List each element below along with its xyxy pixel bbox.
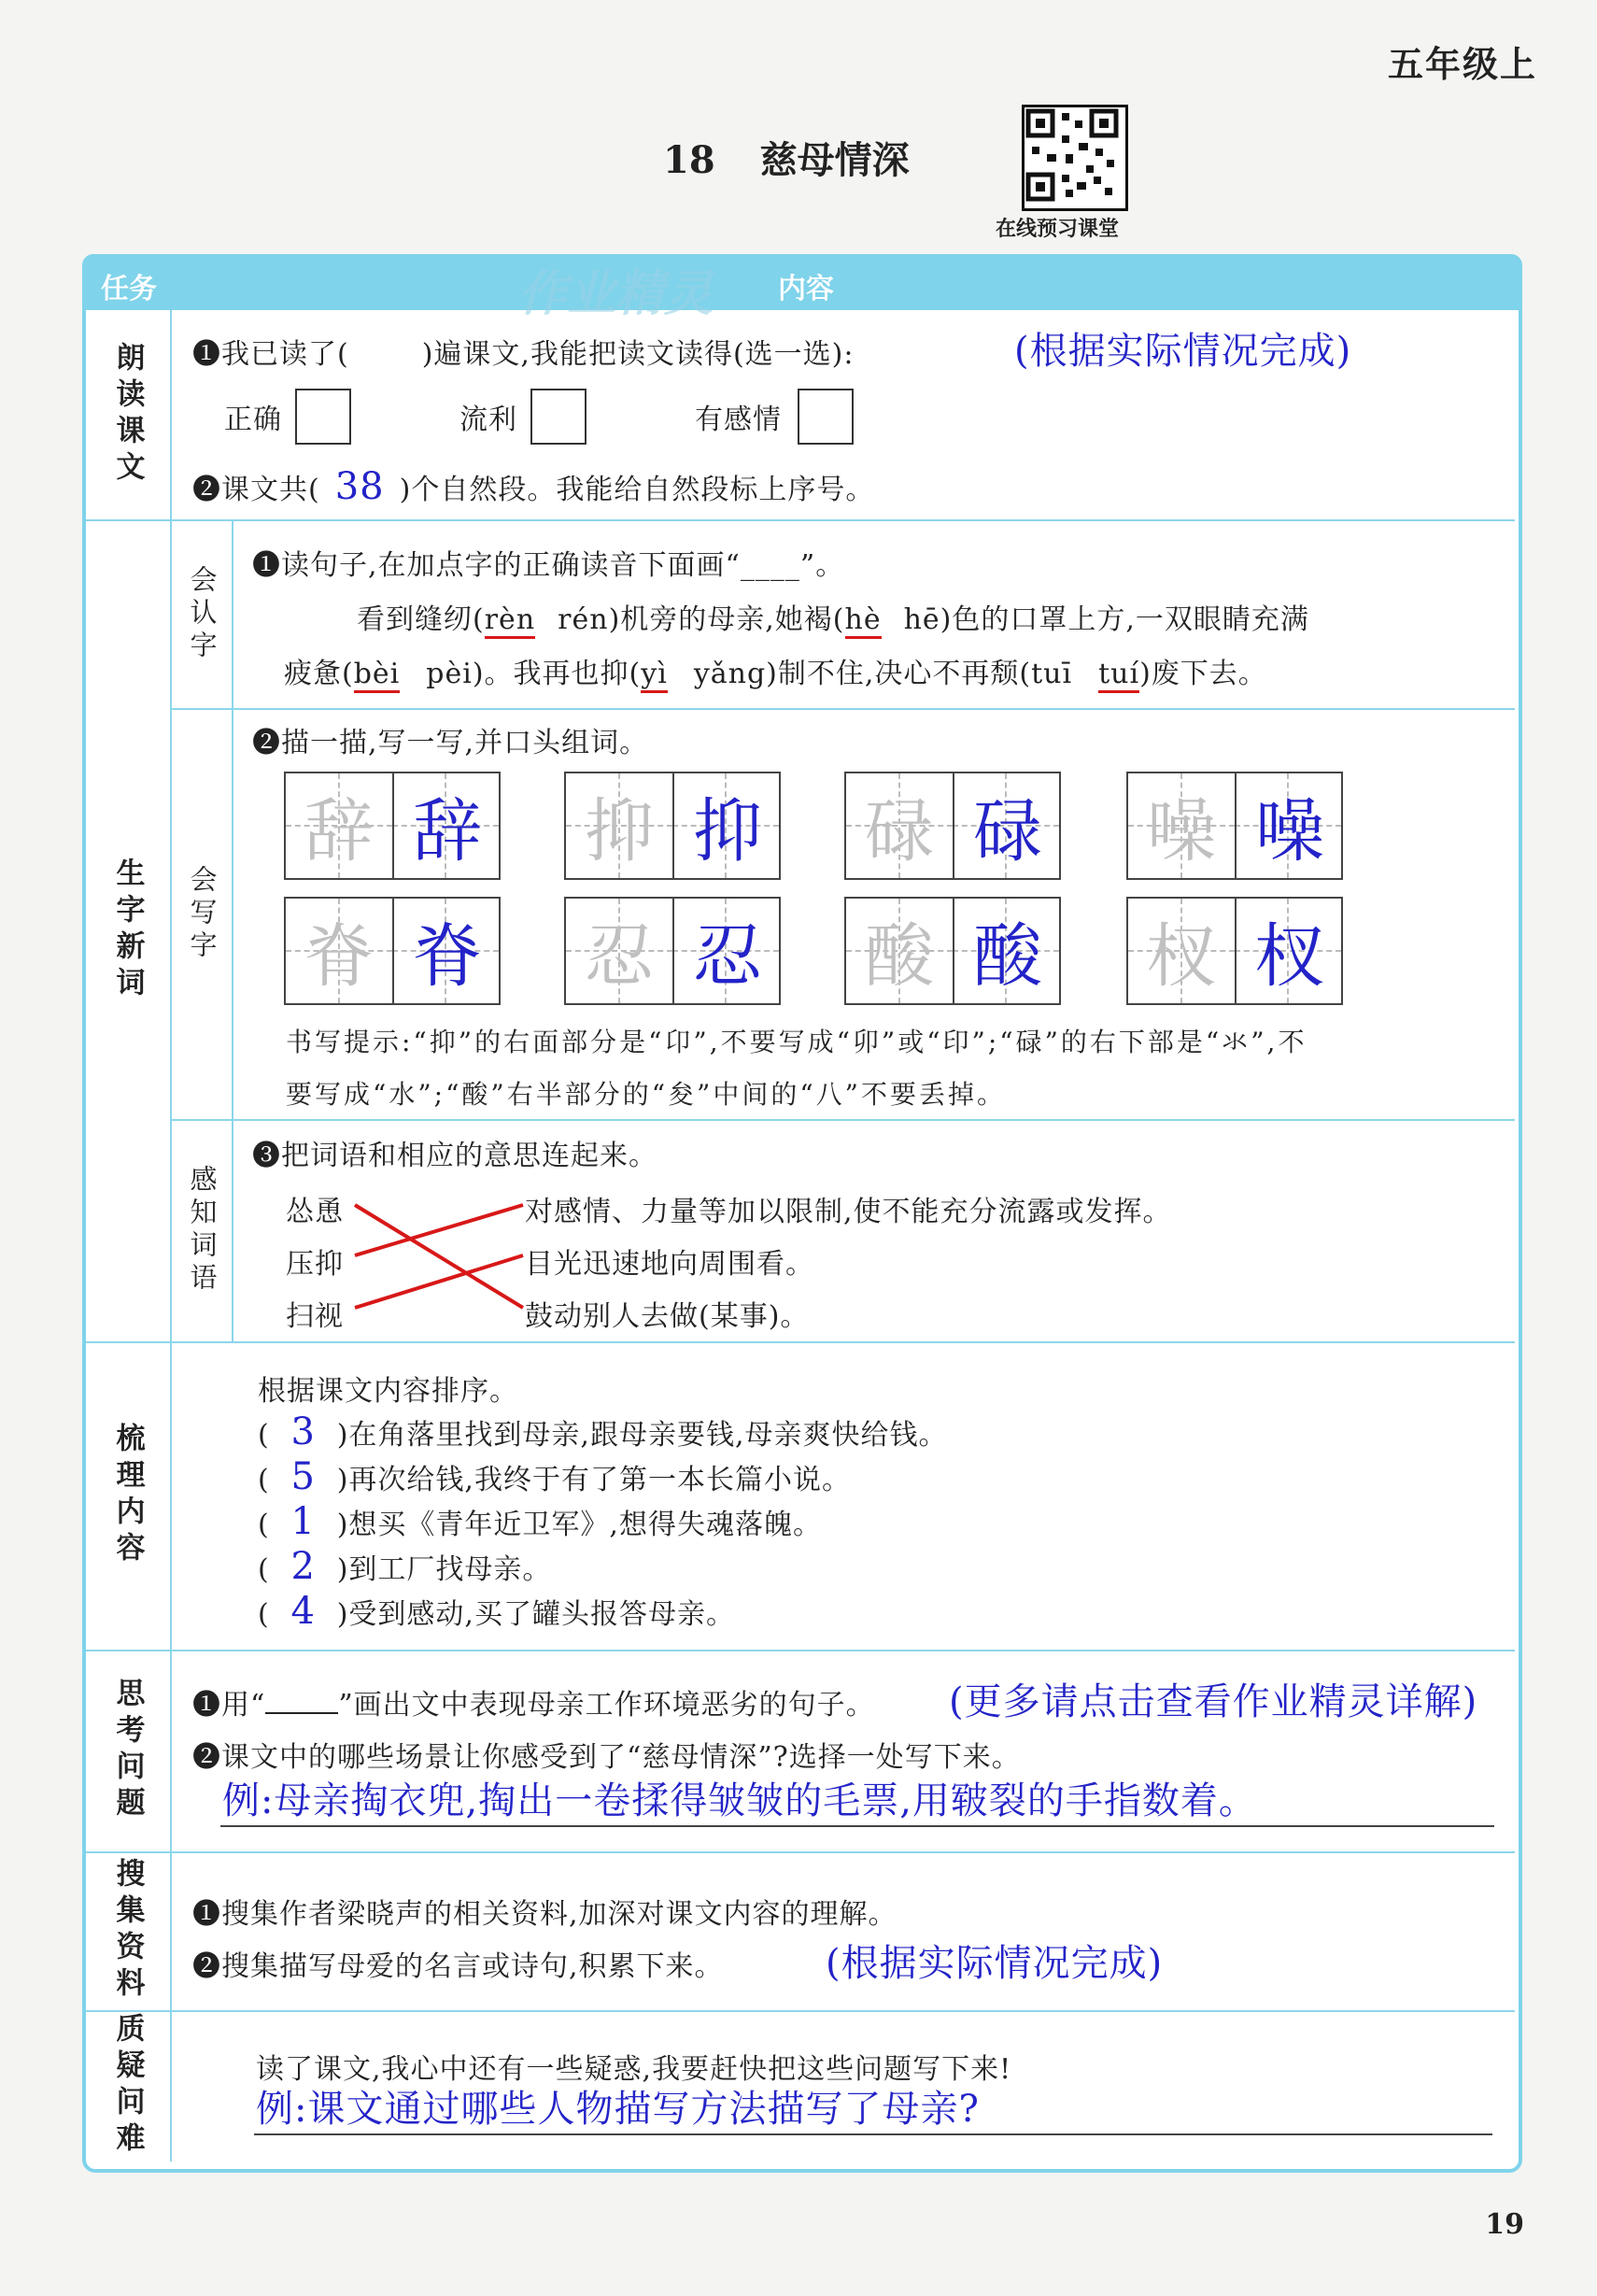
- char-box: [844, 772, 1061, 880]
- qr-code-icon[interactable]: [1022, 105, 1128, 211]
- meaning-3: 鼓动别人去做(某事)。: [525, 1300, 810, 1333]
- sub-recognize: 会认字: [186, 564, 219, 663]
- col-content: 内容: [778, 273, 834, 305]
- match-question: ❸把词语和相应的意思连起来。: [252, 1140, 657, 1172]
- section-reading: 朗读课文: [110, 342, 145, 488]
- section-new-words: 生字新词: [110, 857, 145, 1003]
- collect-q2-answer: (根据实际情况完成): [826, 1942, 1164, 1985]
- sort-text: )想买《青年近卫军》,想得失魂落魄。: [336, 1509, 822, 1541]
- sort-item: ( 3 )在角落里找到母亲,跟母亲要钱,母亲爽快给钱。: [258, 1410, 948, 1453]
- char-box: [1126, 897, 1343, 1005]
- sort-text: )在角落里找到母亲,跟母亲要钱,母亲爽快给钱。: [336, 1419, 948, 1452]
- trace-char: 噪: [1147, 791, 1216, 872]
- written-char: 抑: [672, 773, 781, 878]
- sort-item: ( 2 )到工厂找母亲。: [258, 1545, 552, 1588]
- trace-char: 抑: [585, 791, 654, 872]
- char-box: [284, 772, 501, 880]
- sort-number: 5: [290, 1455, 316, 1498]
- section-sort: 梳理内容: [110, 1423, 145, 1568]
- collect-q2: ❷搜集描写母爱的名言或诗句,积累下来。: [192, 1950, 724, 1983]
- question-answer: 例:课文通过哪些人物描写方法描写了母亲?: [256, 2088, 980, 2131]
- trace-char: 碌: [865, 791, 934, 872]
- char-box: [844, 897, 1061, 1005]
- option-emotion: 有感情: [695, 404, 782, 436]
- checkbox-fluent[interactable]: [530, 389, 587, 445]
- sub-write: 会写字: [186, 864, 219, 963]
- collect-q1: ❶搜集作者梁晓声的相关资料,加深对课文内容的理解。: [192, 1898, 897, 1931]
- sort-text: )受到感动,买了罐头报答母亲。: [336, 1598, 735, 1631]
- char-box: [1126, 772, 1343, 880]
- lesson-title: [663, 131, 910, 184]
- meaning-2: 目光迅速地向周围看。: [525, 1248, 814, 1281]
- sentence-2: 疲惫(bèi pèi)。我再也抑(yì yǎng)制不住,决心不再颓(tuī tuí)废下去。: [284, 650, 1267, 691]
- written-char: 碌: [953, 773, 1061, 878]
- page-number: 19: [1485, 2208, 1524, 2241]
- think-q1-answer: (更多请点击查看作业精灵详解): [949, 1680, 1478, 1723]
- sort-text: )再次给钱,我终于有了第一本长篇小说。: [336, 1464, 851, 1496]
- checkbox-emotion[interactable]: [798, 389, 854, 445]
- reading-q1: ❶我已读了( )遍课文,我能把读文读得(选一选):: [192, 338, 855, 371]
- section-question: 质疑问难: [110, 2013, 145, 2159]
- trace-char: 脊: [304, 916, 374, 997]
- recognize-question: ❶读句子,在加点字的正确读音下面画“____”。: [252, 549, 845, 582]
- written-char: 酸: [953, 899, 1061, 1003]
- think-q2-answer: 例:母亲掏衣兜,掏出一卷揉得皱皱的毛票,用皲裂的手指数着。: [222, 1779, 1257, 1822]
- grade-label: 五年级上: [1387, 44, 1537, 85]
- sub-perceive: 感知词语: [186, 1165, 219, 1296]
- char-box: [564, 897, 781, 1005]
- match-lines: [346, 1186, 532, 1326]
- writing-tip-line-1: 书写提示:“抑”的右面部分是“卬”,不要写成“卯”或“印”;“碌”的右下部是“氺”,不: [286, 1027, 1307, 1057]
- lesson-name: 慈母情深: [759, 139, 910, 182]
- written-char: 噪: [1235, 773, 1343, 878]
- written-char: 杈: [1235, 899, 1343, 1003]
- qr-caption: 在线预习课堂: [996, 218, 1120, 241]
- word-2: 压抑: [286, 1248, 344, 1281]
- written-char: 忍: [672, 899, 781, 1003]
- trace-char: 忍: [585, 916, 654, 997]
- question-prompt: 读了课文,我心中还有一些疑惑,我要赶快把这些问题写下来!: [256, 2053, 1012, 2086]
- written-char: 辞: [392, 773, 501, 878]
- section-collect: 搜集资料: [110, 1858, 145, 2004]
- think-q1: ❶用“ ”画出文中表现母亲工作环境恶劣的句子。: [192, 1689, 875, 1722]
- sentence-1: 看到缝纫(rèn rén)机旁的母亲,她褐(hè hē)色的口罩上方,一双眼睛充满: [357, 596, 1309, 637]
- sort-item: ( 4 )受到感动,买了罐头报答母亲。: [258, 1590, 735, 1633]
- written-char: 脊: [392, 899, 501, 1003]
- watermark: 作业精灵: [518, 266, 714, 322]
- checkbox-correct[interactable]: [295, 389, 351, 445]
- reading-q2: ❷课文共( 38 )个自然段。我能给自然段标上序号。: [192, 465, 875, 508]
- trace-char: 杈: [1147, 916, 1216, 997]
- lesson-number: 18: [663, 138, 715, 182]
- word-3: 扫视: [286, 1300, 344, 1333]
- think-q2: ❷课文中的哪些场景让你感受到了“慈母情深”?选择一处写下来。: [192, 1741, 1021, 1774]
- trace-char: 酸: [865, 916, 934, 997]
- char-box: [564, 772, 781, 880]
- reading-q1-answer: (根据实际情况完成): [1014, 330, 1352, 373]
- sort-number: 3: [290, 1410, 316, 1453]
- sort-number: 1: [290, 1500, 316, 1543]
- write-question: ❷描一描,写一写,并口头组词。: [252, 727, 649, 759]
- word-1: 怂恿: [286, 1196, 344, 1228]
- sort-text: )到工厂找母亲。: [336, 1553, 552, 1586]
- table-header: [82, 254, 1522, 310]
- sort-number: 2: [290, 1545, 316, 1588]
- sort-number: 4: [290, 1590, 316, 1633]
- trace-char: 辞: [304, 791, 374, 872]
- sort-prompt: 根据课文内容排序。: [258, 1375, 518, 1408]
- section-think: 思考问题: [110, 1678, 145, 1823]
- sort-item: ( 1 )想买《青年近卫军》,想得失魂落魄。: [258, 1500, 822, 1543]
- char-box: [284, 897, 501, 1005]
- writing-tip-line-2: 要写成“水”;“酸”右半部分的“夋”中间的“八”不要丢掉。: [286, 1079, 1006, 1110]
- col-task: 任务: [101, 273, 157, 305]
- option-correct: 正确: [224, 404, 282, 436]
- option-fluent: 流利: [459, 404, 517, 436]
- meaning-1: 对感情、力量等加以限制,使不能充分流露或发挥。: [525, 1196, 1172, 1228]
- sort-item: ( 5 )再次给钱,我终于有了第一本长篇小说。: [258, 1455, 851, 1498]
